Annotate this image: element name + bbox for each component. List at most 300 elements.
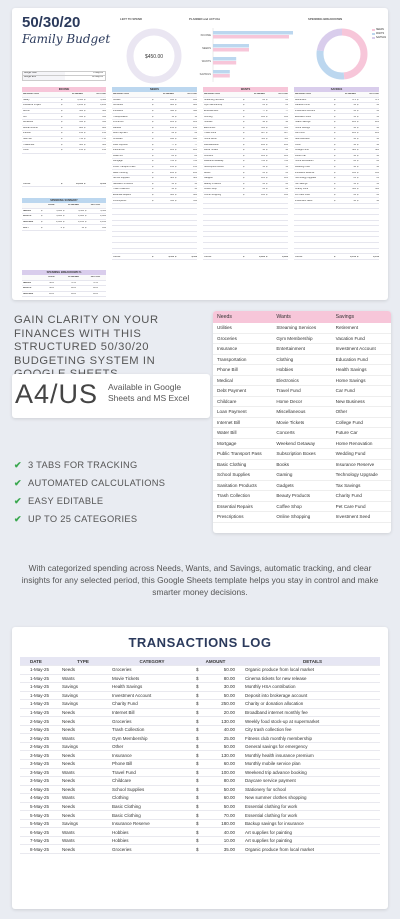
legend-swatch-needs [372, 29, 375, 31]
row-description: Tradeshow [23, 143, 35, 146]
row-description: Vacation Fund [295, 104, 310, 107]
transaction-category: Basic Clothing [112, 812, 141, 818]
actual-value[interactable]: 65 [285, 171, 288, 174]
planned-value[interactable]: 40 [353, 143, 356, 146]
actual-value[interactable]: 40 [376, 138, 379, 141]
planned-value[interactable]: 11 [171, 115, 174, 118]
currency-sign: $ [152, 199, 154, 202]
planned-value[interactable]: 120 [170, 149, 174, 152]
currency-sign: $ [334, 126, 336, 129]
total-label: TOTAL [204, 255, 212, 258]
actual-value[interactable]: 150 [102, 132, 106, 135]
transaction-amount: 40.00 [223, 829, 235, 835]
row-description: School Supplies [113, 177, 130, 180]
currency-sign: $ [334, 115, 336, 118]
currency-sign: $ [63, 215, 65, 218]
planned-value[interactable]: 3,500 [77, 98, 83, 101]
planned-value[interactable]: 40 [353, 138, 356, 141]
currency-sign: $ [196, 752, 199, 758]
category-row [213, 334, 391, 345]
planned-value[interactable]: 30 [353, 104, 356, 107]
currency-sign: $ [175, 149, 177, 152]
row-description: Childcare [113, 138, 123, 141]
budget-start-value[interactable]: 1-May-25 [93, 72, 103, 74]
currency-sign: $ [175, 255, 177, 258]
planned-value[interactable]: 26 [262, 188, 265, 191]
transaction-row[interactable] [20, 751, 380, 760]
currency-sign: $ [41, 221, 43, 224]
bar-category-label: INCOME [200, 34, 211, 37]
actual-value[interactable]: 80 [285, 98, 288, 101]
actual-value[interactable]: 500 [102, 110, 106, 113]
category-cell: Online Shopping [276, 514, 311, 520]
planned-value[interactable]: 120 [261, 154, 265, 157]
transaction-details: Monthly health insurance premium [245, 752, 314, 758]
actual-value[interactable]: 77 [194, 143, 197, 146]
category-cell: Vacation Fund [335, 335, 365, 341]
currency-sign: $ [61, 98, 63, 101]
category-row [213, 376, 391, 387]
actual-value[interactable]: 407 [284, 132, 288, 135]
breakdown-value: 47% [71, 281, 76, 284]
actual-value[interactable]: 40 [376, 199, 379, 202]
currency-sign: $ [357, 149, 359, 152]
planned-value[interactable]: 250 [170, 126, 174, 129]
actual-value[interactable]: 11 [194, 115, 197, 118]
actual-value[interactable]: 40 [285, 121, 288, 124]
row-description: Home Savings [295, 126, 310, 129]
currency-sign: $ [334, 104, 336, 107]
row-description: Debt Payment [113, 132, 128, 135]
planned-value[interactable]: 40 [353, 199, 356, 202]
transactions-title: TRANSACTIONS LOG [128, 635, 272, 650]
transaction-type: Needs [62, 710, 76, 715]
format-badge: A4/US [15, 379, 99, 409]
currency-sign: $ [152, 132, 154, 135]
category-cell: Internet Bill [217, 419, 240, 425]
actual-value[interactable]: 50 [376, 115, 379, 118]
transaction-details: Essential clothing for work [245, 804, 298, 810]
planned-value[interactable]: 180 [352, 171, 356, 174]
planned-value[interactable]: 185 [261, 177, 265, 180]
transaction-type: Needs [62, 752, 76, 758]
planned-value[interactable]: 80 [171, 154, 174, 157]
planned-value[interactable]: 100 [261, 193, 265, 196]
planned-value[interactable]: 350 [170, 199, 174, 202]
category-cell: Pet Care Fund [335, 503, 366, 509]
transaction-category: Other [112, 744, 124, 750]
planned-value[interactable]: 60 [262, 182, 265, 185]
planned-value[interactable]: 66 [171, 132, 174, 135]
currency-sign: $ [61, 143, 63, 146]
actual-value[interactable]: 25 [376, 177, 379, 180]
planned-value[interactable]: 600 [170, 193, 174, 196]
planned-value[interactable]: 450 [170, 98, 174, 101]
actual-value[interactable]: 80 [194, 154, 197, 157]
actual-value[interactable]: 50 [194, 182, 197, 185]
actual-value[interactable]: 40 [376, 166, 379, 169]
planned-value[interactable]: 390 [170, 110, 174, 113]
actual-value[interactable]: 40 [376, 143, 379, 146]
actual-value[interactable]: 100 [284, 193, 288, 196]
actual-value[interactable]: 26 [285, 188, 288, 191]
planned-value[interactable]: 350 [79, 121, 83, 124]
actual-value[interactable]: 480 [193, 104, 197, 107]
planned-value[interactable]: 115 [261, 138, 265, 141]
category-cell: Tax Savings [335, 482, 361, 488]
transaction-amount: 50.00 [223, 692, 235, 698]
transaction-row[interactable] [20, 837, 380, 846]
currency-sign: $ [84, 110, 86, 113]
transaction-category: Gym Membership [112, 735, 148, 741]
currency-sign: $ [357, 166, 359, 169]
actual-value[interactable]: 50 [285, 166, 288, 169]
category-cell: Gadgets [276, 482, 294, 488]
actual-value[interactable]: 300 [102, 143, 106, 146]
spending-breakdown-title: SPENDING BREAKDOWN % [22, 270, 106, 275]
category-cell: Basic Clothing [217, 461, 247, 467]
planned-value[interactable]: 20 [353, 160, 356, 163]
transaction-row[interactable] [20, 734, 380, 743]
row-description: Coffee Shop [204, 188, 217, 191]
planned-value[interactable]: 320 [352, 149, 356, 152]
budget-subtitle: Family Budget [22, 32, 111, 46]
row-description: Basic Clothing [113, 171, 128, 174]
actual-value[interactable]: 3,500 [100, 98, 106, 101]
planned-value[interactable]: 1,200 [77, 104, 83, 107]
currency-sign: $ [266, 154, 268, 157]
actual-value[interactable]: 300 [375, 188, 379, 191]
actual-value[interactable]: 120 [193, 121, 197, 124]
transaction-row[interactable] [20, 743, 380, 752]
transaction-date: 3-May-25 [30, 778, 50, 784]
currency-sign: $ [266, 110, 268, 113]
transaction-row[interactable] [20, 709, 380, 718]
planned-value[interactable]: 40 [262, 121, 265, 124]
planned-value[interactable]: 700 [170, 160, 174, 163]
currency-sign: $ [334, 171, 336, 174]
planned-value[interactable]: 480 [170, 104, 174, 107]
transaction-details: Stationery for school [245, 786, 287, 792]
currency-sign: $ [243, 255, 245, 258]
transaction-row[interactable] [20, 794, 380, 803]
planned-value[interactable]: 180 [261, 115, 265, 118]
currency-sign: $ [152, 255, 154, 258]
actual-value[interactable]: 185 [284, 177, 288, 180]
actual-value[interactable]: 350 [193, 199, 197, 202]
actual-value[interactable]: 250 [193, 126, 197, 129]
row-description: Transportation [113, 115, 128, 118]
transaction-details: Daycare service payment [245, 778, 296, 784]
planned-value[interactable]: 335 [261, 126, 265, 129]
planned-value[interactable]: 300 [79, 143, 83, 146]
budget-end-value[interactable]: 31-May-25 [92, 76, 103, 78]
currency-sign: $ [196, 692, 199, 698]
planned-value[interactable]: 375 [352, 98, 356, 101]
total-label: TOTAL [113, 255, 121, 258]
currency-sign: $ [84, 126, 86, 129]
planned-value[interactable]: 220 [352, 132, 356, 135]
actual-value[interactable]: 60 [285, 182, 288, 185]
actual-value[interactable]: 200 [193, 171, 197, 174]
category-row [213, 407, 391, 418]
actual-value[interactable]: 220 [375, 121, 379, 124]
planned-value[interactable]: 407 [261, 132, 265, 135]
planned-value[interactable]: 65 [262, 171, 265, 174]
planned-value[interactable]: 80 [262, 98, 265, 101]
total-planned: 4,500 [168, 255, 174, 258]
planned-value[interactable]: 750 [79, 138, 83, 141]
transaction-amount: 80.00 [223, 675, 235, 681]
transaction-row[interactable] [20, 820, 380, 829]
transaction-row[interactable] [20, 666, 380, 675]
actual-value[interactable]: 375 [375, 98, 379, 101]
transaction-date: 1-May-25 [30, 675, 50, 681]
transaction-type: Wants [62, 769, 75, 775]
actual-value[interactable]: 50 [194, 188, 197, 191]
currency-sign: $ [243, 121, 245, 124]
actual-value[interactable]: 120 [284, 154, 288, 157]
category-row [213, 502, 391, 513]
currency-sign: $ [243, 98, 245, 101]
currency-sign: $ [357, 143, 359, 146]
summary-value: 5,000 [56, 209, 62, 212]
planned-value[interactable]: 500 [79, 110, 83, 113]
currency-sign: $ [334, 193, 336, 196]
currency-sign: $ [196, 795, 199, 801]
actual-value[interactable]: 180 [284, 115, 288, 118]
row-description: Travel Fund [204, 132, 217, 135]
actual-value[interactable]: 66 [194, 132, 197, 135]
planned-value[interactable]: 300 [352, 188, 356, 191]
planned-value[interactable]: 50 [171, 182, 174, 185]
planned-value[interactable]: 800 [79, 126, 83, 129]
currency-sign: $ [175, 188, 177, 191]
currency-sign: $ [175, 138, 177, 141]
planned-value[interactable]: 700 [261, 160, 265, 163]
actual-value[interactable]: 440 [193, 138, 197, 141]
planned-value[interactable]: 50 [262, 166, 265, 169]
category-cell: Medical [217, 377, 233, 383]
currency-sign: $ [243, 182, 245, 185]
currency-sign: $ [334, 138, 336, 141]
actual-value[interactable]: 150 [102, 149, 106, 152]
actual-value[interactable]: 180 [375, 171, 379, 174]
currency-sign: $ [152, 110, 154, 113]
currency-sign: $ [196, 684, 199, 690]
currency-sign: $ [357, 193, 359, 196]
transaction-row[interactable] [20, 700, 380, 709]
planned-value[interactable]: 40 [353, 154, 356, 157]
currency-sign: $ [152, 182, 154, 185]
actual-value[interactable]: 220 [375, 132, 379, 135]
transaction-date: 1-May-25 [30, 692, 50, 698]
summary-value: 2,900 [100, 215, 106, 218]
planned-value[interactable]: 50 [353, 115, 356, 118]
transaction-row[interactable] [20, 683, 380, 692]
category-row [213, 491, 391, 502]
transaction-category: Hobbies [112, 838, 129, 844]
transaction-date: 5-May-25 [30, 804, 50, 810]
transactions-panel [12, 627, 388, 909]
category-cell: Childcare [217, 398, 237, 404]
transaction-row[interactable] [20, 692, 380, 701]
actual-value[interactable]: 40 [285, 149, 288, 152]
actual-value[interactable]: 600 [193, 193, 197, 196]
planned-value[interactable]: 60 [353, 193, 356, 196]
planned-value[interactable]: 40 [353, 166, 356, 169]
category-cell: Water Bill [217, 430, 237, 436]
actual-value[interactable]: 60 [376, 193, 379, 196]
planned-value[interactable]: 200 [170, 171, 174, 174]
planned-value[interactable]: 77 [171, 143, 174, 146]
actual-value[interactable]: 40 [376, 154, 379, 157]
transaction-amount: 50.00 [223, 667, 235, 673]
planned-value[interactable]: 150 [79, 149, 83, 152]
row-description: Internet Bill [113, 149, 125, 152]
transaction-amount: 25.00 [223, 735, 235, 741]
spending-breakdown-chart [312, 24, 372, 84]
spending-summary-title: SPENDING SUMMARY [22, 198, 106, 203]
category-row [213, 470, 391, 481]
actual-value[interactable]: 20 [376, 160, 379, 163]
category-cell: Charity Fund [335, 493, 362, 499]
actual-value[interactable]: 200 [284, 143, 288, 146]
category-cell: Loan Payment [217, 409, 247, 415]
transaction-row[interactable] [20, 717, 380, 726]
actual-value[interactable]: 145 [193, 166, 197, 169]
actual-value[interactable]: 40 [376, 126, 379, 129]
needs-table-title: NEEDS [112, 87, 197, 92]
transaction-category: Travel Fund [112, 769, 136, 775]
transaction-type: Needs [62, 761, 76, 767]
planned-value[interactable]: 150 [79, 132, 83, 135]
currency-sign: $ [334, 110, 336, 113]
actual-value[interactable]: 350 [102, 115, 106, 118]
currency-sign: $ [152, 171, 154, 174]
actual-value[interactable]: 700 [193, 160, 197, 163]
total-row [112, 254, 197, 260]
transaction-row[interactable] [20, 811, 380, 820]
planned-value[interactable]: 320 [170, 177, 174, 180]
actual-value[interactable]: 450 [193, 98, 197, 101]
categories-header: Needs Wants Savings [213, 311, 391, 323]
transaction-details: General savings for emergency [245, 744, 308, 750]
currency-sign: $ [266, 193, 268, 196]
planned-value[interactable]: 220 [352, 121, 356, 124]
actual-value[interactable]: 390 [193, 110, 197, 113]
breakdown-value: 22% [93, 293, 98, 296]
planned-value[interactable]: 25 [353, 177, 356, 180]
currency-sign: $ [334, 166, 336, 169]
transaction-row[interactable] [20, 726, 380, 735]
transaction-type: Savings [62, 821, 79, 827]
actual-value[interactable]: 30 [376, 110, 379, 113]
transaction-category: School Supplies [112, 786, 145, 792]
row-description: Bonus [23, 110, 30, 113]
planned-value[interactable]: 200 [261, 143, 265, 146]
actual-value[interactable]: 800 [102, 126, 106, 129]
actual-value[interactable]: 30 [376, 182, 379, 185]
transaction-details: City trash collection fee [245, 727, 292, 733]
transaction-row[interactable] [20, 760, 380, 769]
transaction-row[interactable] [20, 845, 380, 854]
currency-sign: $ [196, 701, 199, 707]
category-row [213, 344, 391, 355]
currency-sign: $ [266, 177, 268, 180]
currency-sign: $ [357, 138, 359, 141]
planned-value[interactable]: 350 [79, 115, 83, 118]
actual-value[interactable]: 700 [284, 160, 288, 163]
transaction-row[interactable] [20, 803, 380, 812]
category-cell: Groceries [217, 335, 237, 341]
planned-value[interactable]: 30 [353, 182, 356, 185]
planned-value[interactable]: 40 [353, 126, 356, 129]
actual-value[interactable]: 30 [376, 104, 379, 107]
bar-category-label: SAVINGS [199, 73, 211, 76]
actual-value[interactable]: 77 [285, 110, 288, 113]
total-actual: 2,100 [373, 255, 379, 258]
actual-value[interactable]: 320 [193, 177, 197, 180]
actual-value[interactable]: 750 [102, 138, 106, 141]
spending-breakdown-label: SPENDING BREAKDOWN [308, 18, 343, 21]
summary-label: SAVINGS [23, 221, 34, 224]
actual-value[interactable]: 115 [284, 138, 288, 141]
transaction-row[interactable] [20, 828, 380, 837]
planned-value[interactable]: 30 [353, 110, 356, 113]
transaction-row[interactable] [20, 769, 380, 778]
bar-planned [213, 44, 249, 48]
planned-value[interactable]: 120 [170, 121, 174, 124]
transaction-row[interactable] [20, 675, 380, 684]
summary-label: WANTS [23, 215, 32, 218]
actual-value[interactable]: 25 [285, 104, 288, 107]
planned-value[interactable]: 440 [170, 138, 174, 141]
currency-sign: $ [357, 110, 359, 113]
planned-value[interactable]: 50 [171, 188, 174, 191]
actual-value[interactable]: 335 [284, 126, 288, 129]
transaction-amount: 40.00 [223, 727, 235, 733]
planned-value[interactable]: 25 [262, 104, 265, 107]
actual-value[interactable]: 320 [375, 149, 379, 152]
actual-value[interactable]: 350 [102, 121, 106, 124]
bar-actual [213, 35, 289, 39]
summary-value: 11 [81, 226, 84, 229]
currency-sign: $ [334, 188, 336, 191]
row-description: Dividends [23, 121, 34, 124]
transaction-row[interactable] [20, 786, 380, 795]
category-cell: Education Fund [335, 356, 368, 362]
currency-sign: $ [357, 177, 359, 180]
currency-sign: $ [85, 209, 87, 212]
category-cell: Electronics [276, 377, 299, 383]
currency-sign: $ [243, 188, 245, 191]
currency-sign: $ [196, 710, 199, 715]
transaction-row[interactable] [20, 777, 380, 786]
planned-value[interactable]: 40 [262, 149, 265, 152]
transaction-date: 1-May-25 [30, 710, 50, 715]
planned-value[interactable]: 145 [170, 166, 174, 169]
transaction-date: 8-May-25 [30, 846, 50, 852]
actual-value[interactable]: 120 [193, 149, 197, 152]
currency-sign: $ [357, 160, 359, 163]
transaction-type: Wants [62, 829, 75, 835]
category-cell: Prescriptions [217, 514, 244, 520]
currency-sign: $ [266, 98, 268, 101]
currency-sign: $ [175, 182, 177, 185]
actual-value[interactable]: 1,200 [100, 104, 106, 107]
planned-value[interactable]: 77 [262, 110, 265, 113]
